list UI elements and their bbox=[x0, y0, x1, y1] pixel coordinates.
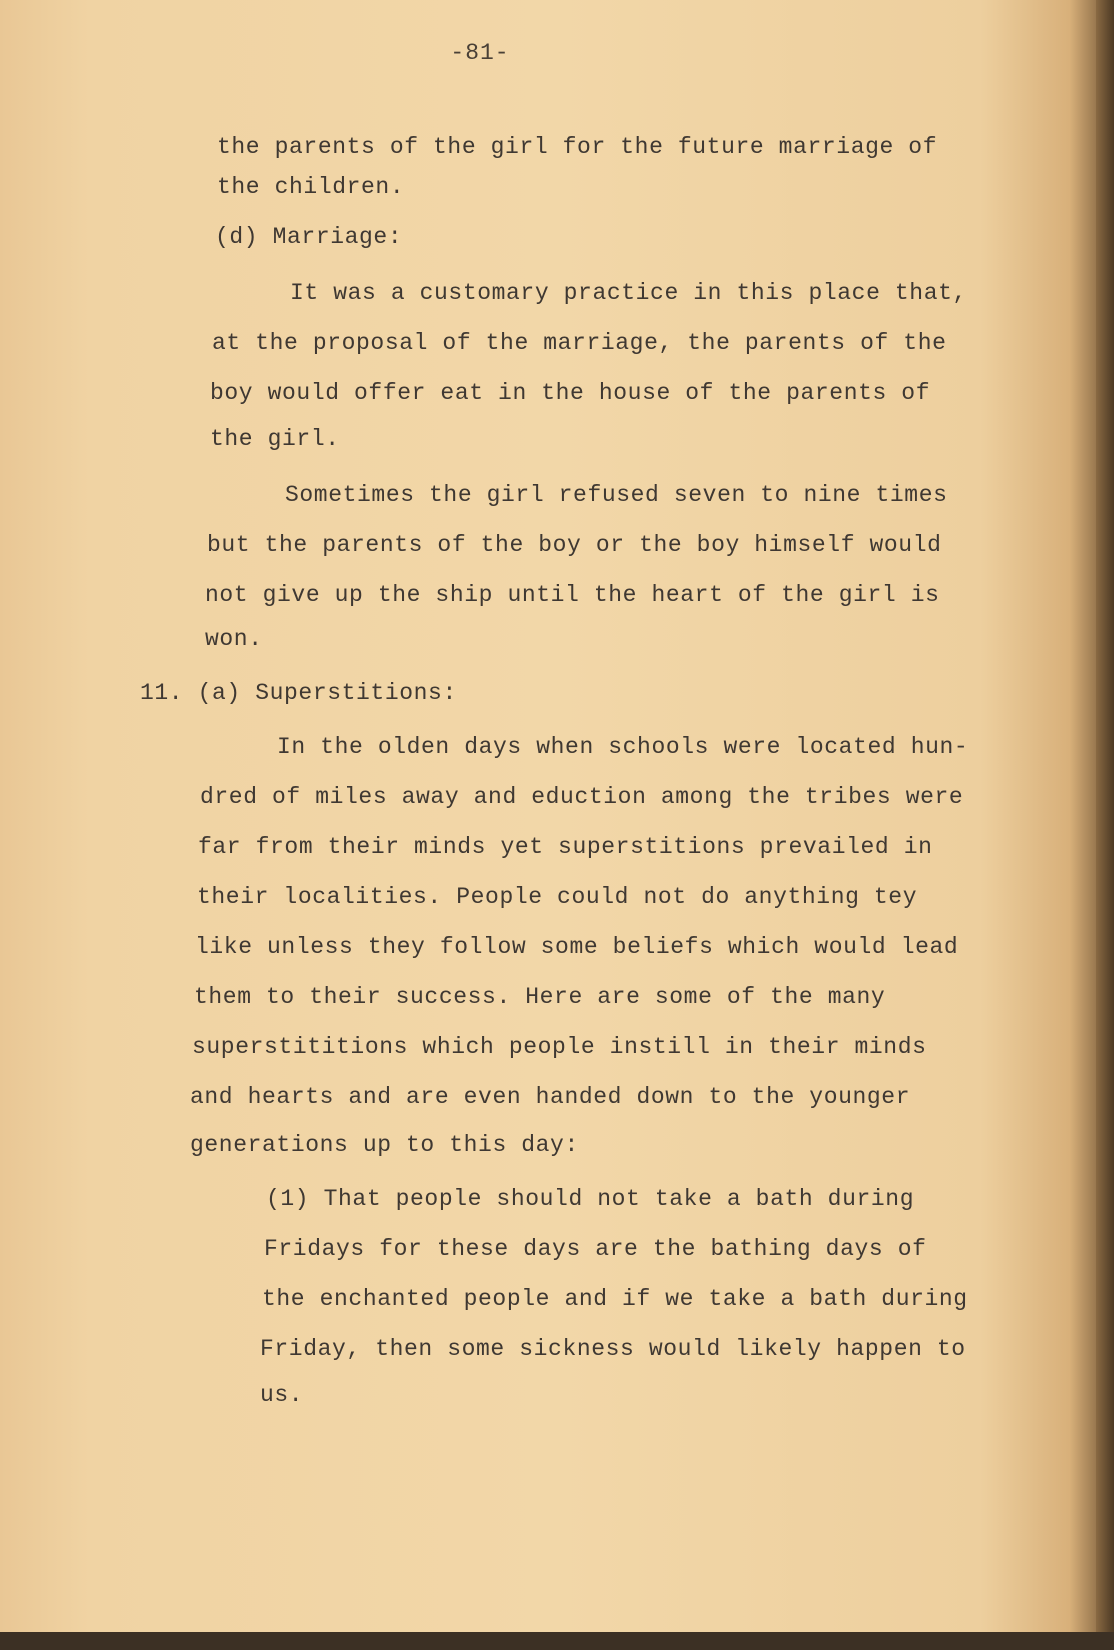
text-line: and hearts and are even handed down to the younger bbox=[190, 1084, 911, 1110]
text-line: Sometimes the girl refused seven to nine times bbox=[285, 482, 948, 508]
text-line: but the parents of the boy or the boy himself would bbox=[207, 532, 942, 558]
text-line: like unless they follow some beliefs which would lead bbox=[195, 934, 959, 960]
text-line: far from their minds yet superstitions prevailed in bbox=[198, 834, 933, 860]
text-line: boy would offer eat in the house of the parents of bbox=[210, 380, 931, 406]
page-number: -81- bbox=[450, 40, 510, 66]
text-line: generations up to this day: bbox=[190, 1132, 579, 1158]
text-line: at the proposal of the marriage, the parents of the bbox=[212, 330, 947, 356]
text-line: the girl. bbox=[210, 426, 340, 452]
text-line: won. bbox=[205, 626, 263, 652]
list-item: the enchanted people and if we take a bath during bbox=[262, 1286, 968, 1312]
text-line: their localities. People could not do anything tey bbox=[197, 884, 918, 910]
text-line: It was a customary practice in this place that, bbox=[290, 280, 967, 306]
section-heading: (d) Marriage: bbox=[215, 224, 403, 250]
text-line: In the olden days when schools were located hun- bbox=[277, 734, 969, 760]
text-line: superstititions which people instill in their minds bbox=[192, 1034, 927, 1060]
text-line: the children. bbox=[217, 174, 405, 200]
list-item: Fridays for these days are the bathing days of bbox=[264, 1236, 927, 1262]
list-item: Friday, then some sickness would likely happen to bbox=[260, 1336, 966, 1362]
book-spine-shadow bbox=[1096, 0, 1114, 1650]
list-item: (1) That people should not take a bath during bbox=[266, 1186, 915, 1212]
section-heading: 11. (a) Superstitions: bbox=[140, 680, 457, 706]
text-line: dred of miles away and eduction among the tribes were bbox=[200, 784, 964, 810]
text-line: not give up the ship until the heart of the girl is bbox=[205, 582, 940, 608]
text-line: the parents of the girl for the future marriage of bbox=[217, 134, 938, 160]
list-item: us. bbox=[260, 1382, 304, 1408]
text-line: them to their success. Here are some of the many bbox=[194, 984, 886, 1010]
